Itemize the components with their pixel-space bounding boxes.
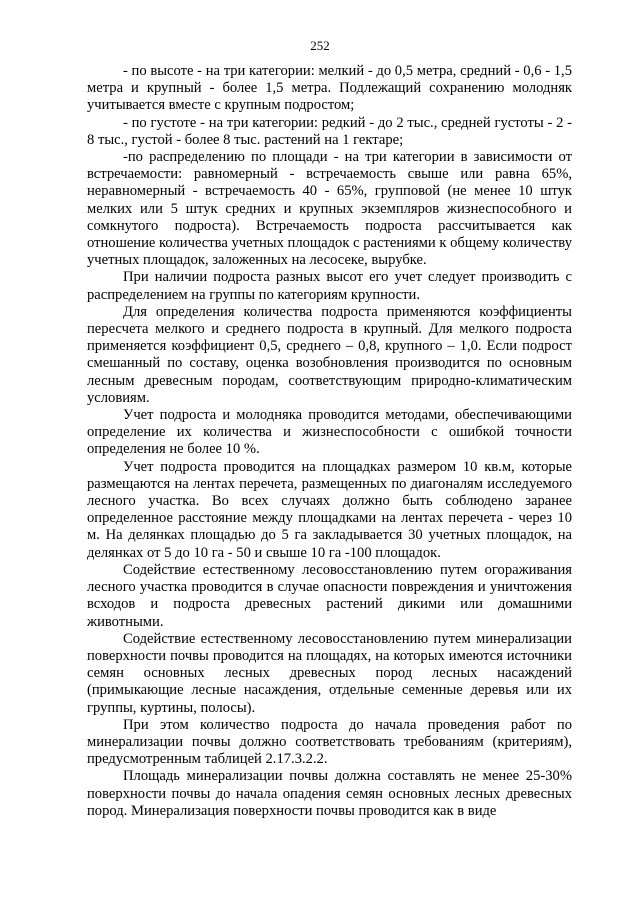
paragraph-conversion-coefficients: Для определения количества подроста применяются коэффициенты пересчета мелкого и среднего подроста в крупный. Для мелкого подроста применяется коэффициент 0,5, среднего – 0,8, крупного – 1,0. Если подрост смешанный по составу, оценка возобновления производится по основным лесным древесным породам, соответствующим природно-климатическим условиям. xyxy=(87,303,572,406)
paragraph-height-categories: - по высоте - на три категории: мелкий - до 0,5 метра, средний - 0,6 - 1,5 метра и крупный - более 1,5 метра. Подлежащий сохранению молодняк учитывается вместе с крупным подростом; xyxy=(87,63,572,114)
paragraph-density-categories: - по густоте - на три категории: редкий - до 2 тыс., средней густоты - 2 - 8 тыс., густой - более 8 тыс. растений на 1 гектаре; xyxy=(87,114,572,148)
paragraph-mixed-heights: При наличии подроста разных высот его учет следует производить с распределением на группы по категориям крупности. xyxy=(87,269,572,303)
paragraph-mineralization-area: Площадь минерализации почвы должна составлять не менее 25-30% поверхности почвы до начала опадения семян основных лесных древесных пород. Минерализация поверхности почвы проводится как в виде xyxy=(87,768,572,819)
paragraph-accounting-methods: Учет подроста и молодняка проводится методами, обеспечивающими определение их количества и жизнеспособности с ошибкой точности определения не более 10 %. xyxy=(87,407,572,458)
paragraph-fencing: Содействие естественному лесовосстановлению путем огораживания лесного участка проводится в случае опасности повреждения и уничтожения всходов и подроста древесных растений дикими или домашними животными. xyxy=(87,561,572,630)
paragraph-undergrowth-requirements: При этом количество подроста до начала проведения работ по минерализации почвы должно соответствовать требованиям (критериям), предусмотренным таблицей 2.17.3.2.2. xyxy=(87,716,572,768)
paragraph-survey-plots: Учет подроста проводится на площадках размером 10 кв.м, которые размещаются на лентах перечета, размещенных по диагоналям исследуемого лесного участка. Во всех случаях должно быть соблюдено заранее определенное расстояние между площадками на лентах перечета - через 10 м. На делянках площадью до 5 га закладывается 30 учетных площадок, на делянках от 5 до 10 га - 50 и свыше 10 га -100 площадок. xyxy=(87,458,572,561)
document-body xyxy=(87,63,572,820)
page-number: 252 xyxy=(310,38,330,53)
paragraph-distribution-categories: -по распределению по площади - на три категории в зависимости от встречаемости: равномерный - встречаемость свыше или равна 65%, неравномерный - встречаемость 40 - 65%, групповой (не менее 10 штук мелких или 5 штук средних и крупных экземпляров жизнеспособного и сомкнутого подроста). Встречаемость подроста рассчитывается как отношение количества учетных площадок с растениями к общему количеству учетных площадок, заложенных на лесосеке, вырубке. xyxy=(87,149,572,269)
paragraph-soil-mineralization: Содействие естественному лесовосстановлению путем минерализации поверхности почвы проводится на площадях, на которых имеются источники семян основных лесных древесных пород лесных насаждений (примыкающие лесные насаждения, отдельные семенные деревья или их группы, куртины, полосы). xyxy=(87,630,572,716)
